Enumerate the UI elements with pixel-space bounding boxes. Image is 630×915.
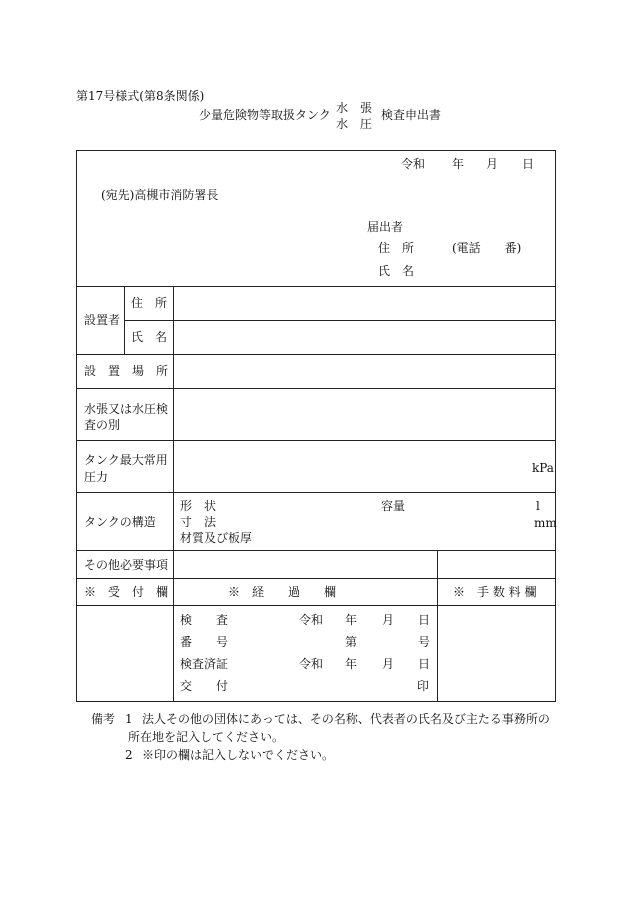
- notes-label: 備考: [91, 712, 116, 726]
- applicant-name-label: 氏 名: [378, 264, 415, 278]
- note-1-number: 1: [125, 712, 133, 726]
- progress-inspection-year: 年: [345, 613, 358, 627]
- fee-header: ※ 手 数 料 欄: [453, 585, 537, 599]
- progress-certificate-month: 月: [382, 657, 395, 671]
- progress-seal: 印: [417, 679, 430, 693]
- installer-address-label: 住 所: [131, 296, 168, 310]
- structure-material: 材質及び板厚: [180, 531, 253, 545]
- title-upper: 水 張: [336, 101, 373, 115]
- progress-number-go: 号: [418, 635, 431, 649]
- applicant-phone: (電話 番): [452, 241, 522, 255]
- applicant-address-label: 住 所: [378, 241, 415, 255]
- progress-certificate-year: 年: [345, 657, 358, 671]
- location-label: 設 置 場 所: [84, 364, 169, 378]
- installer-label: 設置者: [84, 313, 121, 327]
- structure-shape: 形 状: [180, 499, 217, 513]
- note-2-text: ※印の欄は記入しないでください。: [142, 748, 335, 762]
- inspection-type-line1: 水張又は水圧検: [84, 402, 169, 416]
- progress-certificate-era: 令和: [299, 657, 324, 671]
- progress-issue: 交 付: [180, 679, 229, 693]
- progress-inspection: 検 査: [180, 613, 229, 627]
- date-month: 月: [486, 157, 499, 171]
- form-number: 第17号様式(第8条関係): [76, 89, 205, 103]
- inspection-type-line2: 査の別: [84, 418, 121, 432]
- structure-dimension-unit: mm: [534, 516, 557, 530]
- structure-capacity-unit: l: [536, 499, 540, 513]
- note-1-text-b: 所在地を記入してください。: [128, 730, 285, 744]
- title-main: 少量危険物等取扱タンク: [199, 108, 331, 122]
- progress-inspection-era: 令和: [299, 613, 324, 627]
- process-header: ※ 経 過 欄: [228, 585, 337, 599]
- progress-certificate-day: 日: [418, 657, 431, 671]
- title-suffix: 検査申出書: [381, 108, 442, 122]
- date-day: 日: [522, 157, 535, 171]
- addressee: (宛先)高槻市消防署長: [101, 188, 219, 202]
- max-pressure-line2: 圧力: [84, 470, 109, 484]
- max-pressure-unit: kPa: [532, 461, 554, 475]
- reception-header: ※ 受 付 欄: [84, 585, 169, 599]
- note-1-text-a: 法人その他の団体にあっては、その名称、代表者の氏名及び主たる事務所の: [142, 712, 550, 726]
- applicant-label: 届出者: [367, 220, 404, 234]
- other-label: その他必要事項: [84, 558, 169, 572]
- progress-number: 番 号: [180, 635, 229, 649]
- title-lower: 水 圧: [336, 117, 373, 131]
- structure-dimension: 寸 法: [180, 515, 217, 529]
- progress-inspection-month: 月: [382, 613, 395, 627]
- note-2-number: 2: [125, 748, 133, 762]
- progress-certificate: 検査済証: [180, 657, 229, 671]
- max-pressure-line1: タンク最大常用: [84, 453, 168, 467]
- structure-label: タンクの構造: [84, 515, 156, 529]
- date-era: 令和: [401, 157, 426, 171]
- installer-name-label: 氏 名: [131, 330, 168, 344]
- progress-inspection-day: 日: [418, 613, 431, 627]
- structure-capacity: 容量: [381, 499, 406, 513]
- date-year: 年: [452, 157, 465, 171]
- progress-number-dai: 第: [345, 635, 358, 649]
